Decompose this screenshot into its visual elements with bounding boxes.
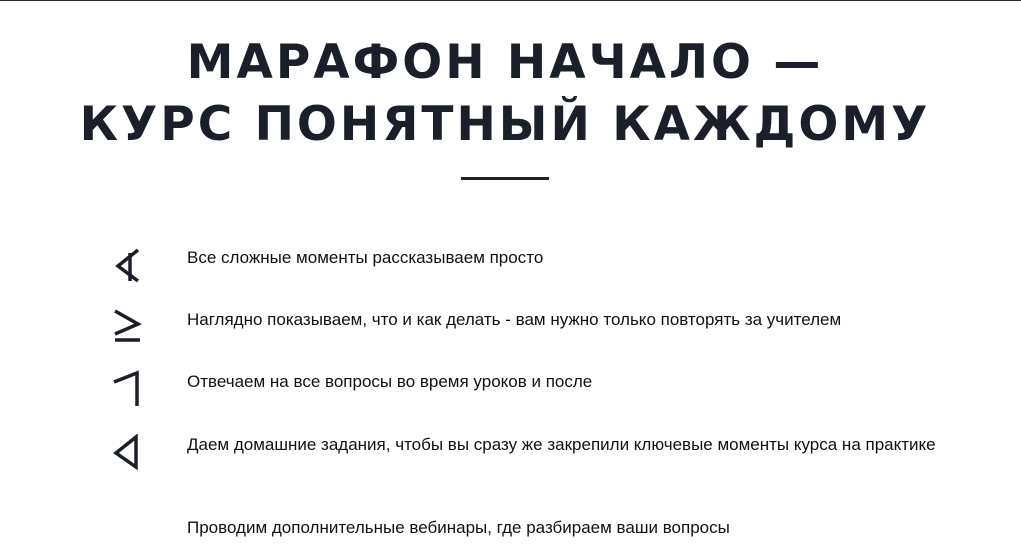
triangle-left-icon: [110, 434, 146, 470]
feature-text: Наглядно показываем, что и как делать - вам нужно только повторять за учителем: [187, 310, 842, 329]
feature-text: Проводим дополнительные вебинары, где разбираем ваши вопросы: [187, 518, 730, 537]
feature-text: Все сложные моменты рассказываем просто: [187, 248, 544, 267]
feature-text: Даем домашние задания, чтобы вы сразу же закрепили ключевые моменты курса на практике: [187, 435, 936, 454]
rune-hook-icon: [110, 370, 146, 406]
feature-text: Отвечаем на все вопросы во время уроков и после: [187, 372, 593, 391]
page-title-line-1: МАРАФОН НАЧАЛО —: [186, 35, 824, 90]
page-title-line-2: КУРС ПОНЯТНЫЙ КАЖДОМУ: [79, 97, 931, 152]
rune-arrow-icon: [110, 247, 146, 283]
rune-angle-icon: [110, 306, 146, 342]
